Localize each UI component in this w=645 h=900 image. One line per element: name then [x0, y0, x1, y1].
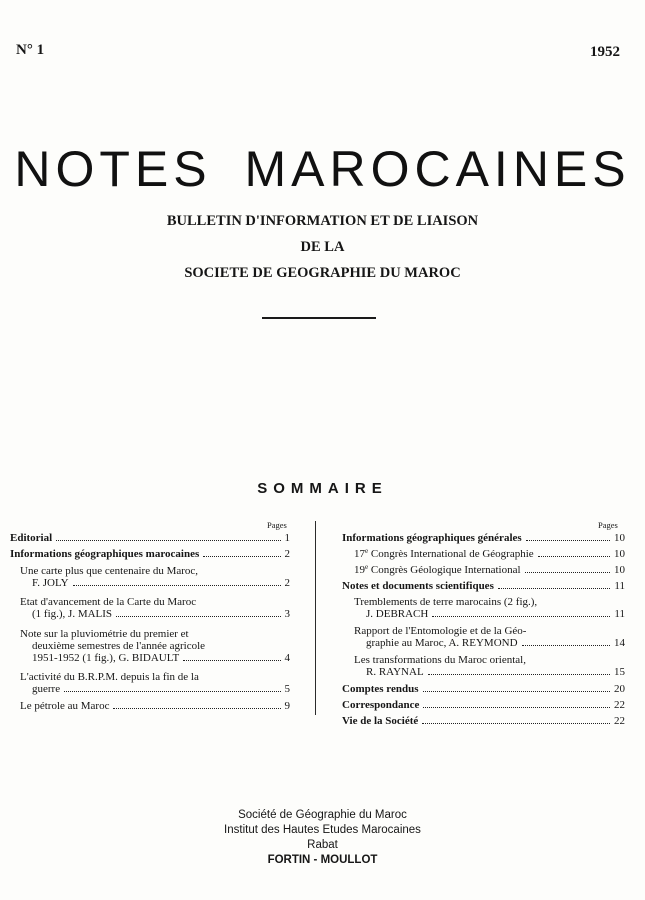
toc-entry-tremblements: [354, 596, 537, 608]
toc-entry-entomologie: [354, 625, 526, 637]
toc-entry-petrole: [20, 700, 290, 712]
publisher-society: Société de Géographie du Maroc: [238, 809, 407, 821]
congress-name: Congrès International de Géographie: [370, 548, 534, 560]
toc-entry-congres-geographie: [354, 548, 625, 560]
subtitle-line-2: DE LA: [300, 239, 345, 255]
publisher-block: [0, 808, 645, 868]
dot-leader: [64, 691, 280, 692]
toc-entry-comptes-rendus: [342, 683, 625, 695]
issue-number: N° 1: [16, 42, 45, 58]
dot-leader: [116, 616, 280, 617]
toc-entry-author: R. RAYNAL: [366, 666, 424, 678]
toc-page-number: 1: [284, 532, 290, 544]
toc-page-number: 14: [614, 637, 625, 649]
toc-entry-brpm-end: [32, 683, 290, 695]
dot-leader: [422, 723, 610, 724]
toc-entry-title: [354, 548, 534, 560]
dot-leader: [423, 691, 610, 692]
dot-leader: [428, 674, 610, 675]
toc-entry-author: F. JOLY: [32, 577, 69, 589]
dot-leader: [56, 540, 280, 541]
dot-leader: [522, 645, 610, 646]
toc-entry-brpm: [20, 671, 199, 683]
toc-entry-transformations-author: [366, 666, 625, 678]
toc-entry-info-generales: [342, 532, 625, 544]
toc-entry-carte-centenaire: [20, 565, 198, 577]
publisher-city: Rabat: [307, 839, 338, 851]
toc-entry-title: Editorial: [10, 532, 53, 544]
toc-entry-tremblements-author: [366, 608, 625, 620]
ordinal-suffix: e: [365, 563, 369, 571]
dot-leader: [73, 585, 281, 586]
toc-page-number: 9: [284, 700, 290, 712]
toc-entry-pluviometrie: [20, 628, 205, 652]
publisher-institute: Institut des Hautes Etudes Marocaines: [224, 824, 421, 836]
toc-entry-etat-carte-author: [32, 608, 290, 620]
toc-entry-line: L'activité du B.R.P.M. depuis la fin de la: [20, 671, 199, 683]
dot-leader: [526, 540, 610, 541]
toc-entry-title: guerre: [32, 683, 61, 695]
toc-page-number: 2: [284, 548, 290, 560]
toc-entry-line: Note sur la pluviométrie du premier et: [20, 628, 189, 640]
toc-entry-line: deuxième semestres de l'année agricole: [32, 640, 206, 652]
toc-entry-author: (1 fig.), J. MALIS: [32, 608, 113, 620]
toc-entry-line: Rapport de l'Entomologie et de la Géo-: [354, 625, 527, 637]
subtitle-line-1: BULLETIN D'INFORMATION ET DE LIAISON: [166, 213, 479, 229]
toc-page-number: 4: [284, 652, 290, 664]
toc-entry-title: Vie de la Société: [342, 715, 419, 727]
toc-entry-title: Informations géographiques marocaines: [10, 548, 200, 560]
dot-leader: [525, 572, 610, 573]
toc-entry-title: Comptes rendus: [342, 683, 419, 695]
printer-name: FORTIN - MOULLOT: [267, 854, 378, 866]
dot-leader: [113, 708, 280, 709]
toc-page-number: 3: [284, 608, 290, 620]
toc-page-number: 2: [284, 577, 290, 589]
toc-page-number: 11: [614, 608, 625, 620]
ordinal-number: 17: [354, 548, 365, 560]
title-rule: [262, 317, 376, 319]
ordinal-number: 19: [354, 564, 365, 576]
toc-entry-author: 1951-1952 (1 fig.), G. BIDAULT: [32, 652, 180, 664]
dot-leader: [183, 660, 280, 661]
toc-entry-line: Etat d'avancement de la Carte du Maroc: [20, 596, 197, 608]
toc-entry-author: J. DEBRACH: [366, 608, 429, 620]
pages-label-right: Pages: [598, 520, 618, 530]
toc-page-number: 5: [284, 683, 290, 695]
toc-entry-notes-documents: [342, 580, 625, 592]
toc-page-number: 10: [614, 532, 625, 544]
toc-entry-author: graphie au Maroc, A. REYMOND: [366, 637, 518, 649]
dot-leader: [423, 707, 610, 708]
toc-entry-editorial: [10, 532, 290, 544]
journal-title: NOTES MAROCAINES: [14, 141, 631, 197]
toc-page-number: 15: [614, 666, 625, 678]
toc-entry-line: Tremblements de terre marocains (2 fig.),: [354, 596, 538, 608]
toc-entry-info-marocaines: [10, 548, 290, 560]
congress-name: Congrès Géologique International: [370, 564, 521, 576]
column-divider: [315, 521, 316, 715]
toc-page-number: 10: [614, 564, 625, 576]
dot-leader: [498, 588, 611, 589]
dot-leader: [432, 616, 610, 617]
dot-leader: [538, 556, 610, 557]
toc-entry-pluviometrie-author: [32, 652, 290, 664]
toc-page-number: 10: [614, 548, 625, 560]
toc-entry-vie-societe: [342, 715, 625, 727]
toc-entry-title: [354, 564, 521, 576]
toc-page-number: 22: [614, 715, 625, 727]
subtitle-line-3: SOCIETE DE GEOGRAPHIE DU MAROC: [184, 265, 461, 281]
sommaire-heading: SOMMAIRE: [257, 480, 388, 497]
toc-entry-entomologie-author: [366, 637, 625, 649]
toc-entry-carte-centenaire-author: [32, 577, 290, 589]
issue-year: 1952: [590, 44, 620, 60]
toc-entry-etat-carte: [20, 596, 196, 608]
toc-entry-title: Notes et documents scientifiques: [342, 580, 494, 592]
toc-page-number: 11: [614, 580, 625, 592]
toc-page-number: 22: [614, 699, 625, 711]
toc-entry-title: Informations géographiques générales: [342, 532, 522, 544]
toc-entry-title: Correspondance: [342, 699, 420, 711]
toc-entry-title: Le pétrole au Maroc: [20, 700, 110, 712]
toc-entry-correspondance: [342, 699, 625, 711]
toc-entry-line: Les transformations du Maroc oriental,: [354, 654, 526, 666]
pages-label-left: Pages: [267, 520, 287, 530]
toc-entry-transformations: [354, 654, 526, 666]
toc-entry-line: Une carte plus que centenaire du Maroc,: [20, 565, 199, 577]
toc-page-number: 20: [614, 683, 625, 695]
ordinal-suffix: e: [365, 547, 369, 555]
toc-entry-congres-geologique: [354, 564, 625, 576]
dot-leader: [203, 556, 280, 557]
